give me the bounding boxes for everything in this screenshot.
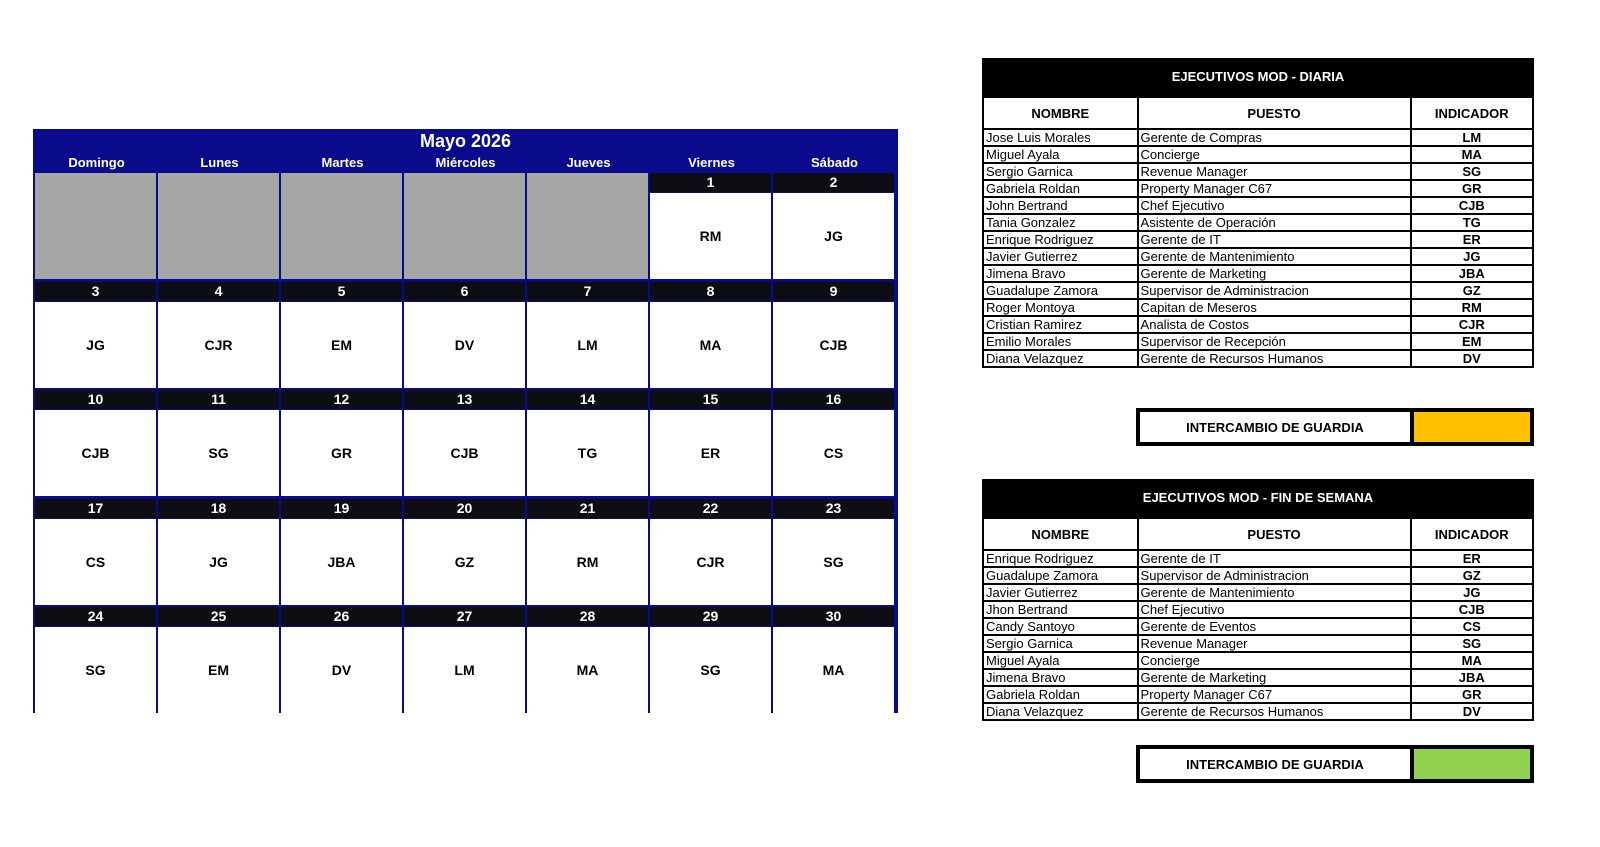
indicador-cell: GZ [1411,567,1533,584]
indicador-cell: GR [1411,180,1533,197]
table-row [983,299,1533,316]
day-number: 14 [527,390,648,409]
day-assignee-code: CJB [35,410,156,496]
day-assignee-code: LM [527,302,648,388]
puesto-cell: Property Manager C67 [1138,180,1411,197]
day-number: 6 [404,282,525,301]
header-indicador: INDICADOR [1411,518,1533,550]
swap-color-swatch [1414,412,1530,442]
calendar-day-cell[interactable] [158,282,279,388]
indicador-cell: GZ [1411,282,1533,299]
nombre-cell: Gabriela Roldan [983,180,1138,197]
calendar-empty-cell [527,173,648,279]
calendar-day-cell[interactable] [650,499,771,605]
day-number: 24 [35,607,156,626]
day-assignee-code: CJR [650,519,771,605]
calendar-empty-cell [281,173,402,279]
table-row [983,214,1533,231]
table-row [983,146,1533,163]
calendar-week [35,173,896,281]
day-number: 2 [773,173,894,192]
weekend-table-body [983,550,1533,720]
nombre-cell: Miguel Ayala [983,652,1138,669]
swap-label: INTERCAMBIO DE GUARDIA [1140,412,1412,442]
puesto-cell: Gerente de Mantenimiento [1138,584,1411,601]
day-number: 5 [281,282,402,301]
day-assignee-code: EM [158,627,279,713]
nombre-cell: Enrique Rodriguez [983,550,1138,567]
table-row [983,686,1533,703]
calendar-day-cell[interactable] [773,390,894,496]
day-assignee-code: SG [158,410,279,496]
day-assignee-code: ER [650,410,771,496]
day-number: 25 [158,607,279,626]
puesto-cell: Supervisor de Administracion [1138,282,1411,299]
indicador-cell: EM [1411,333,1533,350]
indicador-cell: RM [1411,299,1533,316]
day-number: 11 [158,390,279,409]
calendar-day-cell[interactable] [773,499,894,605]
calendar-day-cell[interactable] [773,173,894,279]
puesto-cell: Gerente de IT [1138,550,1411,567]
day-name: Sábado [811,155,858,170]
table-row [983,550,1533,567]
day-assignee-code: MA [773,627,894,713]
day-assignee-code: DV [404,302,525,388]
indicador-cell: GR [1411,686,1533,703]
day-number: 12 [281,390,402,409]
table-row [983,635,1533,652]
calendar-empty-cell [35,173,156,279]
header-nombre: NOMBRE [983,518,1138,550]
table-row [983,703,1533,720]
day-assignee-code: DV [281,627,402,713]
day-number: 27 [404,607,525,626]
nombre-cell: Sergio Garnica [983,635,1138,652]
calendar-grid [35,173,896,711]
day-assignee-code: TG [527,410,648,496]
day-number: 1 [650,173,771,192]
daily-table-title: EJECUTIVOS MOD - DIARIA [982,58,1534,96]
indicador-cell: SG [1411,163,1533,180]
day-number: 3 [35,282,156,301]
puesto-cell: Gerente de Mantenimiento [1138,248,1411,265]
calendar-day-cell[interactable] [650,282,771,388]
calendar-day-cell[interactable] [404,282,525,388]
indicador-cell: LM [1411,129,1533,146]
calendar-day-cell[interactable] [281,390,402,496]
daily-swap-legend [1136,408,1534,446]
table-row [983,350,1533,367]
table-row [983,129,1533,146]
nombre-cell: Enrique Rodriguez [983,231,1138,248]
day-number: 7 [527,282,648,301]
day-assignee-code: GR [281,410,402,496]
calendar-day-cell[interactable] [527,390,648,496]
weekend-executives-table [982,479,1534,721]
nombre-cell: Diana Velazquez [983,350,1138,367]
header-indicador: INDICADOR [1411,97,1533,129]
day-assignee-code: EM [281,302,402,388]
indicador-cell: JBA [1411,669,1533,686]
indicador-cell: ER [1411,550,1533,567]
header-puesto: PUESTO [1138,97,1411,129]
calendar-day-cell[interactable] [773,607,894,713]
nombre-cell: Javier Gutierrez [983,584,1138,601]
header-puesto: PUESTO [1138,518,1411,550]
puesto-cell: Gerente de Recursos Humanos [1138,350,1411,367]
calendar-day-cell[interactable] [404,390,525,496]
day-assignee-code: CJB [404,410,525,496]
puesto-cell: Asistente de Operación [1138,214,1411,231]
indicador-cell: CS [1411,618,1533,635]
day-name: Miércoles [435,155,496,170]
day-assignee-code: JBA [281,519,402,605]
nombre-cell: Candy Santoyo [983,618,1138,635]
day-assignee-code: JG [158,519,279,605]
indicador-cell: CJB [1411,601,1533,618]
nombre-cell: Javier Gutierrez [983,248,1138,265]
nombre-cell: Gabriela Roldan [983,686,1138,703]
puesto-cell: Analista de Costos [1138,316,1411,333]
indicador-cell: MA [1411,146,1533,163]
day-number: 15 [650,390,771,409]
day-name: Domingo [68,155,125,170]
calendar-day-cell[interactable] [35,282,156,388]
day-number: 19 [281,499,402,518]
table-row [983,652,1533,669]
puesto-cell: Gerente de Marketing [1138,265,1411,282]
puesto-cell: Property Manager C67 [1138,686,1411,703]
table-row [983,567,1533,584]
indicador-cell: JG [1411,248,1533,265]
day-assignee-code: GZ [404,519,525,605]
calendar [33,129,898,713]
calendar-empty-cell [404,173,525,279]
puesto-cell: Gerente de Marketing [1138,669,1411,686]
puesto-cell: Supervisor de Recepción [1138,333,1411,350]
swap-color-swatch [1414,749,1530,779]
table-row [983,265,1533,282]
day-assignee-code: JG [773,193,894,279]
nombre-cell: Diana Velazquez [983,703,1138,720]
calendar-day-cell[interactable] [35,499,156,605]
day-assignee-code: MA [650,302,771,388]
puesto-cell: Supervisor de Administracion [1138,567,1411,584]
day-number: 23 [773,499,894,518]
day-assignee-code: CJR [158,302,279,388]
calendar-day-cell[interactable] [158,390,279,496]
day-number: 20 [404,499,525,518]
puesto-cell: Concierge [1138,146,1411,163]
nombre-cell: Jose Luis Morales [983,129,1138,146]
day-assignee-code: CS [35,519,156,605]
calendar-day-cell[interactable] [281,499,402,605]
table-row [983,282,1533,299]
calendar-week [35,499,896,607]
day-number: 16 [773,390,894,409]
day-name: Viernes [688,155,735,170]
table-row [983,231,1533,248]
day-name: Lunes [200,155,239,170]
calendar-week [35,390,896,498]
calendar-day-names [35,155,896,170]
table-row [983,618,1533,635]
indicador-cell: MA [1411,652,1533,669]
daily-table-body [983,129,1533,367]
indicador-cell: JBA [1411,265,1533,282]
nombre-cell: Jimena Bravo [983,265,1138,282]
day-number: 9 [773,282,894,301]
puesto-cell: Revenue Manager [1138,163,1411,180]
indicador-cell: DV [1411,350,1533,367]
swap-label: INTERCAMBIO DE GUARDIA [1140,749,1412,779]
table-row [983,601,1533,618]
puesto-cell: Gerente de IT [1138,231,1411,248]
indicador-cell: ER [1411,231,1533,248]
calendar-day-cell[interactable] [650,173,771,279]
day-assignee-code: SG [773,519,894,605]
calendar-day-cell[interactable] [527,499,648,605]
indicador-cell: DV [1411,703,1533,720]
day-number: 18 [158,499,279,518]
calendar-day-cell[interactable] [281,282,402,388]
header-nombre: NOMBRE [983,97,1138,129]
day-number: 13 [404,390,525,409]
calendar-week [35,282,896,390]
nombre-cell: Jimena Bravo [983,669,1138,686]
puesto-cell: Gerente de Eventos [1138,618,1411,635]
table-row [983,197,1533,214]
calendar-day-cell[interactable] [650,607,771,713]
calendar-day-cell[interactable] [527,607,648,713]
calendar-day-cell[interactable] [35,607,156,713]
table-row [983,333,1533,350]
table-row [983,316,1533,333]
calendar-day-cell[interactable] [158,499,279,605]
table-row [983,180,1533,197]
indicador-cell: SG [1411,635,1533,652]
calendar-title: Mayo 2026 [419,131,512,151]
day-number: 8 [650,282,771,301]
puesto-cell: Capitan de Meseros [1138,299,1411,316]
day-number: 4 [158,282,279,301]
day-number: 26 [281,607,402,626]
day-number: 28 [527,607,648,626]
calendar-day-cell[interactable] [35,390,156,496]
indicador-cell: JG [1411,584,1533,601]
calendar-day-cell[interactable] [158,607,279,713]
day-number: 10 [35,390,156,409]
nombre-cell: Guadalupe Zamora [983,282,1138,299]
nombre-cell: Sergio Garnica [983,163,1138,180]
day-assignee-code: MA [527,627,648,713]
table-row [983,584,1533,601]
day-number: 29 [650,607,771,626]
day-number: 30 [773,607,894,626]
nombre-cell: Miguel Ayala [983,146,1138,163]
day-number: 21 [527,499,648,518]
day-assignee-code: SG [35,627,156,713]
indicador-cell: CJB [1411,197,1533,214]
nombre-cell: Jhon Bertrand [983,601,1138,618]
calendar-day-cell[interactable] [773,282,894,388]
table-row [983,163,1533,180]
indicador-cell: CJR [1411,316,1533,333]
calendar-day-cell[interactable] [404,499,525,605]
day-name: Jueves [566,155,611,170]
calendar-day-cell[interactable] [527,282,648,388]
nombre-cell: John Bertrand [983,197,1138,214]
indicador-cell: TG [1411,214,1533,231]
table-row [983,669,1533,686]
calendar-empty-cell [158,173,279,279]
calendar-day-cell[interactable] [281,607,402,713]
puesto-cell: Concierge [1138,652,1411,669]
day-assignee-code: RM [527,519,648,605]
puesto-cell: Gerente de Compras [1138,129,1411,146]
day-number: 22 [650,499,771,518]
day-assignee-code: SG [650,627,771,713]
nombre-cell: Emilio Morales [983,333,1138,350]
nombre-cell: Roger Montoya [983,299,1138,316]
puesto-cell: Chef Ejecutivo [1138,197,1411,214]
calendar-week [35,607,896,715]
day-assignee-code: LM [404,627,525,713]
day-name: Martes [321,155,364,170]
calendar-day-cell[interactable] [650,390,771,496]
weekend-swap-legend [1136,745,1534,783]
day-assignee-code: JG [35,302,156,388]
daily-executives-table [982,58,1534,368]
table-row [983,248,1533,265]
day-assignee-code: RM [650,193,771,279]
day-assignee-code: CS [773,410,894,496]
puesto-cell: Chef Ejecutivo [1138,601,1411,618]
nombre-cell: Tania Gonzalez [983,214,1138,231]
calendar-day-cell[interactable] [404,607,525,713]
nombre-cell: Guadalupe Zamora [983,567,1138,584]
puesto-cell: Gerente de Recursos Humanos [1138,703,1411,720]
nombre-cell: Cristian Ramirez [983,316,1138,333]
day-assignee-code: CJB [773,302,894,388]
day-number: 17 [35,499,156,518]
puesto-cell: Revenue Manager [1138,635,1411,652]
weekend-table-title: EJECUTIVOS MOD - FIN DE SEMANA [982,479,1534,517]
